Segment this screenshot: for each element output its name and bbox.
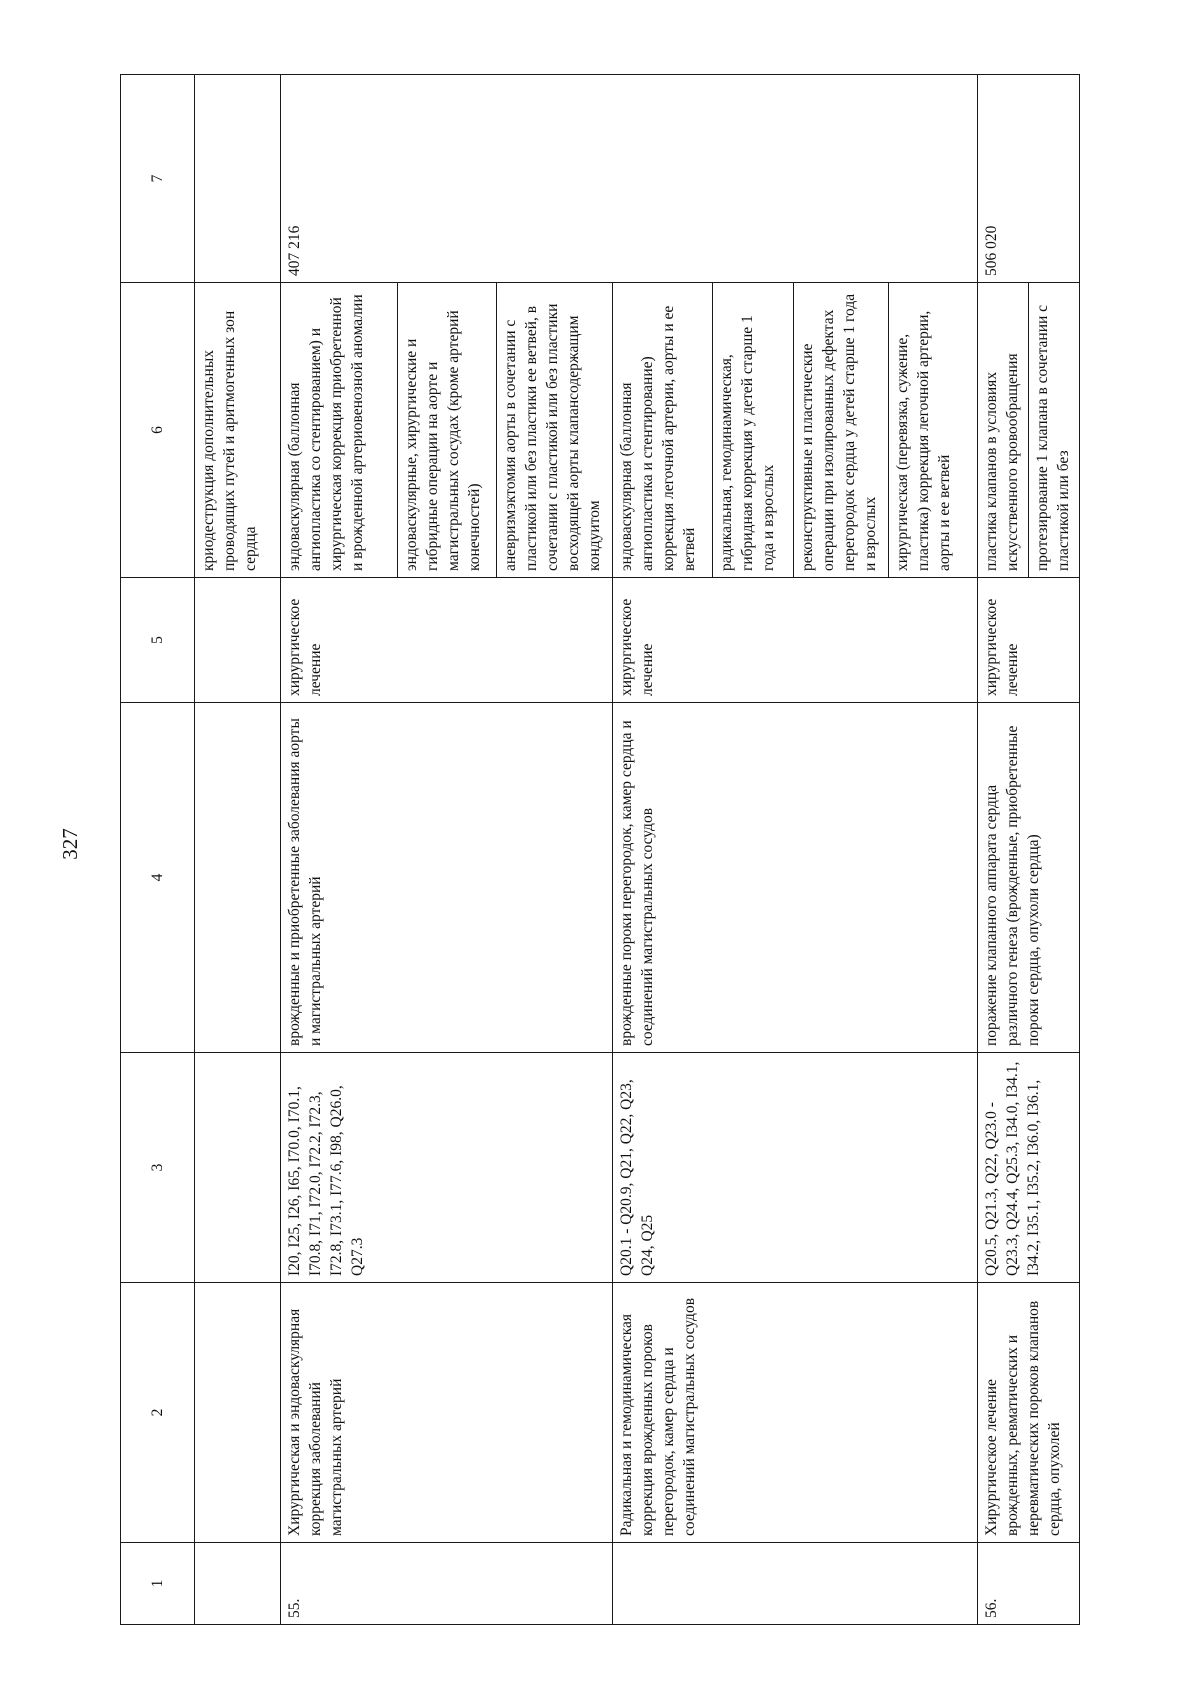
cell-treatment: хирургическое лечение — [613, 578, 977, 703]
cell-icd-codes: I20, I25, I26, I65, I70.0, I70.1, I70.8, I71, I72.0, I72.2, I72.3, I72.8, I73.1, I77.6, I98, Q26.0, Q27.3 — [280, 1053, 613, 1283]
cell-empty — [195, 703, 281, 1053]
cell-method: реконструктивные и пластические операции при изолированных дефектах перегородок сердца у детей старше 1 года и взрослых — [794, 283, 889, 578]
table-row-55b — [613, 75, 712, 1625]
cell-empty — [613, 1543, 977, 1625]
table-row-55 — [280, 75, 397, 1625]
cell-empty — [195, 75, 281, 283]
cell-empty — [195, 1283, 281, 1543]
cell-method: протезирование 1 клапана в сочетании с пластикой или без — [1028, 283, 1079, 578]
cell-row-number: 56. — [977, 1543, 1079, 1625]
cell-group: Хирургическая и эндоваскулярная коррекция заболеваний магистральных артерий — [280, 1283, 613, 1543]
cell-model: врожденные пороки перегородок, камер сердца и соединений магистральных сосудов — [613, 703, 977, 1053]
cell-model: врожденные и приобретенные заболевания аорты и магистральных артерий — [280, 703, 613, 1053]
cell-treatment: хирургическое лечение — [977, 578, 1079, 703]
cell-empty — [195, 578, 281, 703]
cell-empty — [195, 1543, 281, 1625]
cell-price: 407 216 — [280, 75, 977, 283]
cell-icd-codes: Q20.5, Q21.3, Q22, Q23.0 - Q23.3, Q24.4, Q25.3, I34.0, I34.1, I34.2, I35.1, I35.2, I36.0, I36.1, — [977, 1053, 1079, 1283]
cell-empty — [195, 1053, 281, 1283]
cell-method: криодеструкция дополнительных проводящих путей и аритмогенных зон сердца — [195, 283, 281, 578]
col-header-7: 7 — [121, 75, 195, 283]
page-number: 327 — [58, 828, 82, 860]
cell-method: эндоваскулярные, хирургические и гибридные операции на аорте и магистральных сосудах (кроме артерий конечностей) — [397, 283, 496, 578]
cell-method: пластика клапанов в условиях искусственного кровообращения — [977, 283, 1028, 578]
cell-group: Радикальная и гемодинамическая коррекция врожденных пороков перегородок, камер сердца и соединений магистральных сосудов — [613, 1283, 977, 1543]
cell-treatment: хирургическое лечение — [280, 578, 613, 703]
cell-price: 506 020 — [977, 75, 1079, 283]
cell-method: эндоваскулярная (баллонная ангиопластика со стентированием) и хирургическая коррекция приобретенной и врожденной артериовенозной аномалии — [280, 283, 397, 578]
procedures-table — [120, 74, 1080, 1625]
cell-method: аневризмэктомия аорты в сочетании с пластикой или без пластики ее ветвей, в сочетании с пластикой или без пластики восходящей аорты клапансодержащим кондуитом — [496, 283, 613, 578]
table-row-continued — [195, 75, 281, 1625]
col-header-3: 3 — [121, 1053, 195, 1283]
col-header-5: 5 — [121, 578, 195, 703]
col-header-2: 2 — [121, 1283, 195, 1543]
cell-method: эндоваскулярная (баллонная ангиопластика и стентирование) коррекция легочной артерии, аорты и ее ветвей — [613, 283, 712, 578]
col-header-4: 4 — [121, 703, 195, 1053]
cell-method: хирургическая (перевязка, сужение, пластика) коррекция легочной артерии, аорты и ее ветвей — [888, 283, 977, 578]
cell-group: Хирургическое лечение врожденных, ревматических и неревматических пороков клапанов сердца, опухолей — [977, 1283, 1079, 1543]
header-row — [121, 75, 195, 1625]
rotated-table-wrapper — [120, 75, 1080, 1625]
cell-icd-codes: Q20.1 - Q20.9, Q21, Q22, Q23, Q24, Q25 — [613, 1053, 977, 1283]
cell-row-number: 55. — [280, 1543, 613, 1625]
table-row-56 — [977, 75, 1028, 1625]
cell-model: поражение клапанного аппарата сердца различного генеза (врожденные, приобретенные пороки сердца, опухоли сердца) — [977, 703, 1079, 1053]
col-header-1: 1 — [121, 1543, 195, 1625]
col-header-6: 6 — [121, 283, 195, 578]
cell-method: радикальная, гемодинамическая, гибридная коррекция у детей старше 1 года и взрослых — [712, 283, 793, 578]
